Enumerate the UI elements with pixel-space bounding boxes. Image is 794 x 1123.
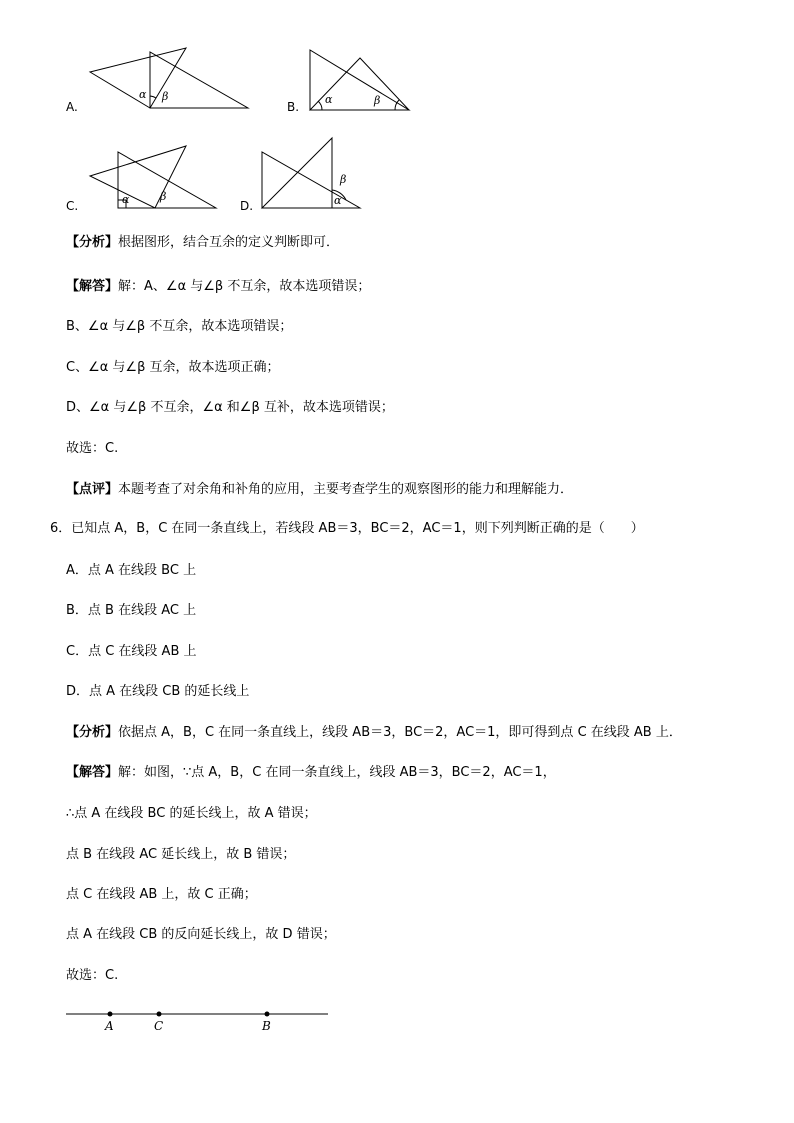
q6-option-d: D．点 A 在线段 CB 的延长线上 (66, 684, 250, 699)
comment-tag: 【点评】 (66, 482, 119, 497)
q6-option-a: A．点 A 在线段 BC 上 (66, 563, 197, 578)
figure-a-alpha: α (139, 88, 147, 101)
figure-b-label: B. (287, 100, 300, 114)
figure-a-label: A. (66, 100, 78, 114)
solution-tag: 【解答】 (66, 765, 119, 780)
figure-b-beta: β (374, 94, 381, 107)
point-a-label: A (105, 1019, 114, 1033)
figure-d-alpha: α (334, 194, 342, 207)
figure-c-beta: β (160, 190, 167, 203)
q6-answer: 故选：C. (66, 968, 119, 983)
q5-solution-b: B、∠α 与∠β 不互余，故本选项错误； (66, 319, 293, 334)
q6-option-b: B．点 B 在线段 AC 上 (66, 603, 197, 618)
comment-text: 本题考查了对余角和补角的应用，主要考查学生的观察图形的能力和理解能力． (118, 482, 574, 497)
q5-solution-c: C、∠α 与∠β 互余，故本选项正确； (66, 360, 280, 375)
q5-answer: 故选：C. (66, 441, 119, 456)
figure-d-label: D. (240, 199, 254, 213)
point-c-dot (157, 1012, 162, 1017)
figure-b-alpha: α (325, 93, 333, 106)
q6-step-1: ∴点 A 在线段 BC 的延长线上，故 A 错误； (66, 806, 317, 821)
analysis-text: 依据点 A，B，C 在同一条直线上，线段 AB＝3，BC＝2，AC＝1，即可得到点 C 在线段 AB 上． (118, 725, 682, 740)
figure-c-alpha: α (122, 193, 130, 206)
q6-option-c: C．点 C 在线段 AB 上 (66, 644, 197, 659)
point-c-label: C (154, 1019, 164, 1033)
q5-solution-d: D、∠α 与∠β 不互余，∠α 和∠β 互补，故本选项错误； (66, 400, 394, 415)
solution-a: A、∠α 与∠β 不互余，故本选项错误； (144, 279, 371, 294)
point-b-label: B (262, 1019, 271, 1033)
q6-step-3: 点 C 在线段 AB 上，故 C 正确； (66, 887, 257, 902)
q6-step-4: 点 A 在线段 CB 的反向延长线上，故 D 错误； (66, 927, 336, 942)
q6-question: 6．已知点 A，B，C 在同一条直线上，若线段 AB＝3，BC＝2，AC＝1，则下列判断正确的是（ ） (50, 521, 644, 536)
figure-d-beta: β (340, 173, 347, 186)
analysis-tag: 【分析】 (66, 235, 119, 250)
point-a-dot (108, 1012, 113, 1017)
point-b-dot (265, 1012, 270, 1017)
analysis-tag: 【分析】 (66, 725, 119, 740)
solution-intro: 解： (118, 279, 145, 294)
figure-a-beta: β (162, 90, 169, 103)
solution-text: 解：如图，∵点 A，B，C 在同一条直线上，线段 AB＝3，BC＝2，AC＝1， (118, 765, 556, 780)
q6-step-2: 点 B 在线段 AC 延长线上，故 B 错误； (66, 847, 296, 862)
solution-tag: 【解答】 (66, 279, 119, 294)
analysis-text: 根据图形，结合互余的定义判断即可． (118, 235, 340, 250)
figure-c-label: C. (66, 199, 79, 213)
